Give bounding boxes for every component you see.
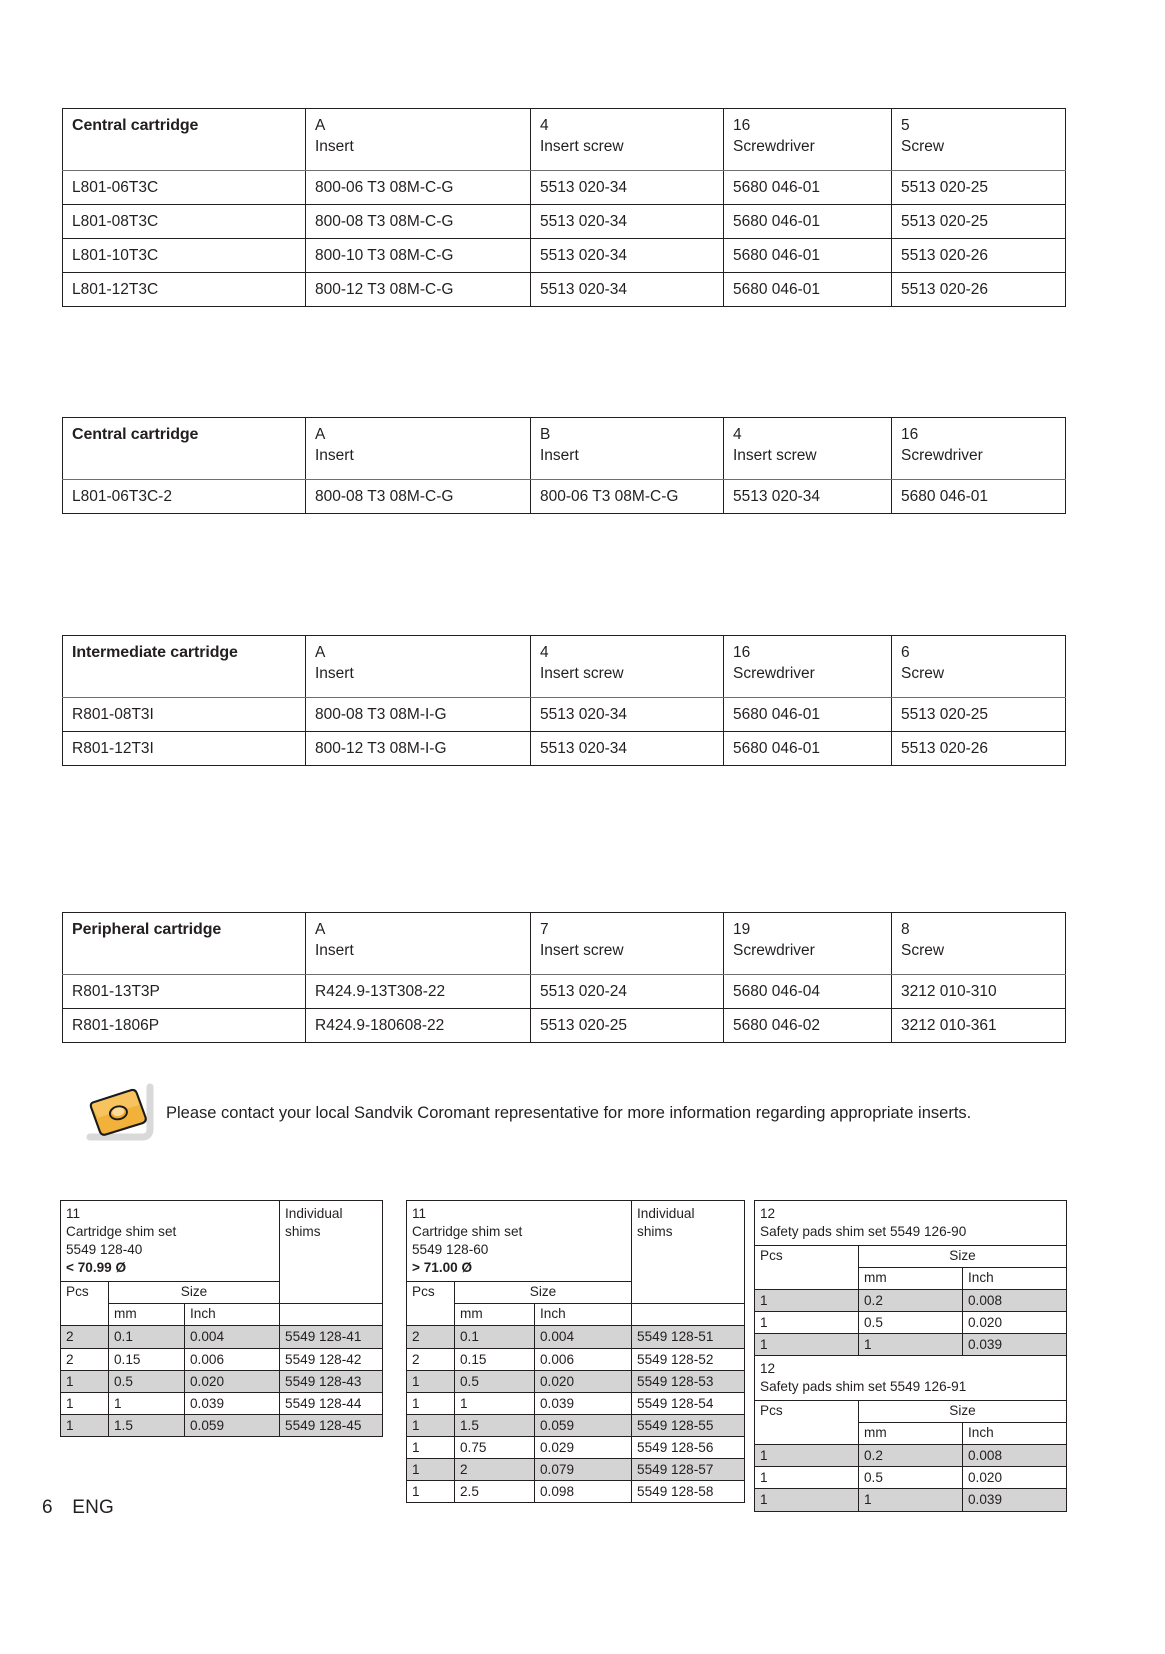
- cell-mm: 0.5: [859, 1467, 963, 1489]
- cell-screwdriver: 5680 046-01: [724, 239, 892, 273]
- header-cell-insert-screw: [531, 913, 724, 975]
- header-subtitle: Screw: [901, 942, 945, 960]
- table-row: [61, 1414, 383, 1436]
- header-number: B: [540, 426, 551, 443]
- cell-inch: 0.039: [963, 1489, 1067, 1511]
- cell-pcs: 1: [755, 1312, 859, 1334]
- col-header-size: Size: [109, 1282, 280, 1304]
- cell-mm: 0.5: [109, 1370, 185, 1392]
- cell-inch: 0.008: [963, 1290, 1067, 1312]
- shim-set-code: 5549 128-60: [412, 1242, 489, 1258]
- cell-mm: 1.5: [109, 1414, 185, 1436]
- cell-inch: 0.039: [963, 1334, 1067, 1356]
- cell-pcs: 2: [407, 1326, 455, 1348]
- cell-screwdriver: 5680 046-01: [724, 273, 892, 307]
- cell-screwdriver: 5680 046-01: [724, 171, 892, 205]
- table-row: [755, 1290, 1067, 1312]
- shim-set-range: < 70.99 Ø: [66, 1260, 127, 1276]
- cell-insert-b: 800-06 T3 08M-C-G: [531, 480, 724, 514]
- cell-insert-a: 800-12 T3 08M-C-G: [306, 273, 531, 307]
- shim-set-title: [407, 1201, 632, 1282]
- cell-pcs: 1: [407, 1392, 455, 1414]
- header-number: 16: [901, 426, 919, 443]
- cell-mm: 0.2: [859, 1290, 963, 1312]
- table-row: [61, 1348, 383, 1370]
- cell-insert-screw: 5513 020-34: [531, 273, 724, 307]
- table-header-row: [63, 636, 1066, 698]
- cell-inch: 0.020: [185, 1370, 280, 1392]
- header-subtitle: Insert: [540, 447, 579, 465]
- item-number: 12: [760, 1206, 776, 1221]
- individual-label-2: shims: [637, 1224, 673, 1240]
- table-row: [407, 1370, 745, 1392]
- shim-set-code: 5549 128-40: [66, 1242, 143, 1258]
- individual-shims-header: [632, 1201, 745, 1304]
- cell-pcs: 1: [61, 1370, 109, 1392]
- safety-set-name: Safety pads shim set 5549 126-91: [760, 1379, 967, 1395]
- table-header-row: [63, 913, 1066, 975]
- cell-inch: 0.020: [535, 1370, 632, 1392]
- col-header-pcs: Pcs: [755, 1401, 859, 1445]
- shim-set-title: [61, 1201, 280, 1282]
- cell-inch: 0.008: [963, 1445, 1067, 1467]
- table-central-cartridge-2: [62, 417, 1066, 514]
- cell-mm: 1: [859, 1489, 963, 1511]
- header-subtitle: Insert screw: [540, 665, 624, 683]
- cell-individual: 5549 128-56: [632, 1436, 745, 1458]
- cell-mm: 0.2: [859, 1445, 963, 1467]
- cell-designation: L801-06T3C-2: [63, 480, 306, 514]
- header-cell-a: [306, 418, 531, 480]
- cell-individual: 5549 128-54: [632, 1392, 745, 1414]
- safety-set-title: [755, 1201, 1067, 1246]
- cell-insert-screw: 5513 020-34: [531, 732, 724, 766]
- cell-insert-screw: 5513 020-34: [724, 480, 892, 514]
- table-header-row: [63, 109, 1066, 171]
- header-cell-a: [306, 636, 531, 698]
- table-row: [755, 1334, 1067, 1356]
- insert-note: [80, 1078, 1080, 1150]
- col-header-size: Size: [859, 1401, 1067, 1423]
- cell-individual: 5549 128-58: [632, 1481, 745, 1503]
- individual-label-1: Individual: [637, 1206, 695, 1221]
- cell-insert-screw: 5513 020-34: [531, 205, 724, 239]
- cell-inch: 0.079: [535, 1458, 632, 1480]
- col-header-pcs: Pcs: [755, 1246, 859, 1290]
- header-subtitle: Insert: [315, 942, 354, 960]
- cell-designation: L801-12T3C: [63, 273, 306, 307]
- page-footer: [42, 1497, 114, 1519]
- item-number: 11: [412, 1206, 427, 1221]
- cell-screw: 5513 020-26: [892, 273, 1066, 307]
- header-subtitle: Insert screw: [540, 138, 624, 156]
- insert-note-text: Please contact your local Sandvik Coromant representative for more information regarding appropriate inserts.: [166, 1104, 972, 1123]
- cell-individual: 5549 128-41: [280, 1326, 383, 1348]
- cell-individual: 5549 128-43: [280, 1370, 383, 1392]
- header-cell-screwdriver: [892, 418, 1066, 480]
- header-cell-a: [306, 913, 531, 975]
- cell-inch: 0.029: [535, 1436, 632, 1458]
- cell-inch: 0.039: [535, 1392, 632, 1414]
- header-number: 7: [540, 921, 549, 938]
- table-row: [61, 1326, 383, 1348]
- header-number: Intermediate cartridge: [72, 644, 238, 661]
- header-subtitle: Screwdriver: [733, 138, 815, 156]
- header-subtitle: Screwdriver: [733, 942, 815, 960]
- safety-title-row: [755, 1356, 1067, 1401]
- header-number: 16: [733, 117, 751, 134]
- page-number: 6: [42, 1497, 53, 1518]
- header-number: A: [315, 426, 326, 443]
- header-cell-screwdriver: [724, 636, 892, 698]
- cell-insert-a: 800-10 T3 08M-C-G: [306, 239, 531, 273]
- cell-individual: 5549 128-53: [632, 1370, 745, 1392]
- cell-pcs: 1: [407, 1370, 455, 1392]
- cell-mm: 1: [859, 1334, 963, 1356]
- header-number: Central cartridge: [72, 117, 199, 134]
- cell-screwdriver: 5680 046-01: [892, 480, 1066, 514]
- table-row: [755, 1467, 1067, 1489]
- table-safety-pads-shim-set-91: [754, 1355, 1067, 1512]
- header-subtitle: Screwdriver: [901, 447, 983, 465]
- cell-inch: 0.006: [185, 1348, 280, 1370]
- cell-screw: 5513 020-25: [892, 171, 1066, 205]
- header-cell-screw: [892, 109, 1066, 171]
- cell-inch: 0.098: [535, 1481, 632, 1503]
- cell-mm: 0.5: [455, 1370, 535, 1392]
- cell-individual: 5549 128-55: [632, 1414, 745, 1436]
- cell-individual: 5549 128-57: [632, 1458, 745, 1480]
- cell-pcs: 2: [61, 1348, 109, 1370]
- cell-inch: 0.006: [535, 1348, 632, 1370]
- table-cartridge-shim-set-40: [60, 1200, 383, 1437]
- table-central-cartridge-1: [62, 108, 1066, 307]
- header-subtitle: Insert: [315, 138, 354, 156]
- cell-insert-a: 800-08 T3 08M-C-G: [306, 480, 531, 514]
- cell-screw: 3212 010-361: [892, 1009, 1066, 1043]
- col-header-inch: Inch: [535, 1304, 632, 1326]
- cell-mm: 0.75: [455, 1436, 535, 1458]
- cell-mm: 0.15: [455, 1348, 535, 1370]
- cell-screwdriver: 5680 046-04: [724, 975, 892, 1009]
- cell-insert-a: R424.9-13T308-22: [306, 975, 531, 1009]
- cell-insert-a: R424.9-180608-22: [306, 1009, 531, 1043]
- col-header-mm: mm: [109, 1304, 185, 1326]
- cell-individual: 5549 128-52: [632, 1348, 745, 1370]
- table-row: [63, 698, 1066, 732]
- col-header-mm: mm: [859, 1268, 963, 1290]
- cell-individual: 5549 128-44: [280, 1392, 383, 1414]
- header-cell-title: [63, 636, 306, 698]
- cell-designation: L801-08T3C: [63, 205, 306, 239]
- table-row: [61, 1370, 383, 1392]
- cell-inch: 0.020: [963, 1467, 1067, 1489]
- header-number: A: [315, 921, 326, 938]
- cell-individual: 5549 128-42: [280, 1348, 383, 1370]
- header-number: 16: [733, 644, 751, 661]
- cell-mm: 0.15: [109, 1348, 185, 1370]
- cell-screwdriver: 5680 046-01: [724, 732, 892, 766]
- cell-inch: 0.039: [185, 1392, 280, 1414]
- shim-set-name: Cartridge shim set: [66, 1224, 177, 1240]
- cell-insert-screw: 5513 020-34: [531, 698, 724, 732]
- header-number: 4: [540, 117, 549, 134]
- col-header-inch: Inch: [963, 1268, 1067, 1290]
- cell-inch: 0.004: [185, 1326, 280, 1348]
- header-number: 6: [901, 644, 910, 661]
- col-header-inch: Inch: [185, 1304, 280, 1326]
- individual-label-2: shims: [285, 1224, 321, 1240]
- safety-column-header-row: [755, 1246, 1067, 1268]
- table-row: [407, 1348, 745, 1370]
- cell-designation: L801-06T3C: [63, 171, 306, 205]
- individual-shims-header: [280, 1201, 383, 1304]
- cell-designation: R801-12T3I: [63, 732, 306, 766]
- cell-screw: 5513 020-25: [892, 205, 1066, 239]
- header-number: 8: [901, 921, 910, 938]
- cell-designation: R801-1806P: [63, 1009, 306, 1043]
- header-cell-insert-screw: [531, 636, 724, 698]
- cell-screw: 5513 020-26: [892, 239, 1066, 273]
- cell-insert-screw: 5513 020-25: [531, 1009, 724, 1043]
- cell-mm: 1: [109, 1392, 185, 1414]
- cell-insert-screw: 5513 020-34: [531, 171, 724, 205]
- header-cell-insert-screw: [531, 109, 724, 171]
- header-subtitle: Screw: [901, 138, 945, 156]
- table-row: [63, 171, 1066, 205]
- insert-icon: [80, 1079, 166, 1149]
- cell-insert-a: 800-08 T3 08M-I-G: [306, 698, 531, 732]
- table-cartridge-shim-set-60: [406, 1200, 745, 1503]
- table-row: [63, 732, 1066, 766]
- shim-set-range: > 71.00 Ø: [412, 1260, 473, 1276]
- table-row: [407, 1326, 745, 1348]
- header-subtitle: Insert screw: [733, 447, 817, 465]
- cell-insert-screw: 5513 020-34: [531, 239, 724, 273]
- safety-title-row: [755, 1201, 1067, 1246]
- header-number: 19: [733, 921, 751, 938]
- table-row: [63, 273, 1066, 307]
- header-number: Peripheral cartridge: [72, 921, 222, 938]
- table-row: [755, 1445, 1067, 1467]
- cell-insert-a: 800-06 T3 08M-C-G: [306, 171, 531, 205]
- cell-pcs: 1: [407, 1414, 455, 1436]
- table-safety-pads-shim-set-90: [754, 1200, 1067, 1357]
- cell-inch: 0.020: [963, 1312, 1067, 1334]
- header-cell-title: [63, 109, 306, 171]
- table-row: [63, 205, 1066, 239]
- table-row: [407, 1458, 745, 1480]
- header-cell-title: [63, 913, 306, 975]
- table-header-row: [63, 418, 1066, 480]
- cell-mm: 1: [455, 1392, 535, 1414]
- cell-pcs: 1: [755, 1290, 859, 1312]
- cell-mm: 0.5: [859, 1312, 963, 1334]
- item-number: 12: [760, 1361, 776, 1376]
- table-row: [755, 1312, 1067, 1334]
- cell-pcs: 1: [407, 1458, 455, 1480]
- item-number: 11: [66, 1206, 81, 1221]
- cell-pcs: 1: [755, 1489, 859, 1511]
- cell-individual: 5549 128-51: [632, 1326, 745, 1348]
- cell-inch: 0.059: [535, 1414, 632, 1436]
- cell-pcs: 1: [61, 1414, 109, 1436]
- table-intermediate-cartridge: [62, 635, 1066, 766]
- cell-pcs: 1: [407, 1481, 455, 1503]
- cell-insert-a: 800-08 T3 08M-C-G: [306, 205, 531, 239]
- col-header-individual-blank: [280, 1304, 383, 1326]
- header-number: Central cartridge: [72, 426, 199, 443]
- cell-designation: L801-10T3C: [63, 239, 306, 273]
- table-row: [63, 1009, 1066, 1043]
- cell-pcs: 1: [407, 1436, 455, 1458]
- cell-designation: R801-13T3P: [63, 975, 306, 1009]
- table-row: [63, 480, 1066, 514]
- col-header-size: Size: [859, 1246, 1067, 1268]
- col-header-pcs: Pcs: [407, 1282, 455, 1326]
- cell-mm: 1.5: [455, 1414, 535, 1436]
- col-header-individual-blank: [632, 1304, 745, 1326]
- cell-pcs: 1: [61, 1392, 109, 1414]
- cell-insert-a: 800-12 T3 08M-I-G: [306, 732, 531, 766]
- header-number: 4: [540, 644, 549, 661]
- header-subtitle: Insert: [315, 447, 354, 465]
- shim-subheader-row: [61, 1304, 383, 1326]
- header-cell-insert-screw: [724, 418, 892, 480]
- cell-mm: 2.5: [455, 1481, 535, 1503]
- page-language: ENG: [72, 1497, 115, 1518]
- cell-inch: 0.059: [185, 1414, 280, 1436]
- table-row: [61, 1392, 383, 1414]
- table-row: [407, 1392, 745, 1414]
- col-header-mm: mm: [859, 1423, 963, 1445]
- header-cell-screwdriver: [724, 913, 892, 975]
- cell-screwdriver: 5680 046-01: [724, 698, 892, 732]
- header-cell-screw: [892, 913, 1066, 975]
- cell-screw: 5513 020-25: [892, 698, 1066, 732]
- cell-designation: R801-08T3I: [63, 698, 306, 732]
- cell-individual: 5549 128-45: [280, 1414, 383, 1436]
- cell-insert-screw: 5513 020-24: [531, 975, 724, 1009]
- header-number: A: [315, 644, 326, 661]
- header-subtitle: Screw: [901, 665, 945, 683]
- safety-set-name: Safety pads shim set 5549 126-90: [760, 1224, 967, 1240]
- table-row: [407, 1436, 745, 1458]
- table-row: [407, 1481, 745, 1503]
- cell-screwdriver: 5680 046-01: [724, 205, 892, 239]
- header-subtitle: Screwdriver: [733, 665, 815, 683]
- cell-pcs: 1: [755, 1334, 859, 1356]
- cell-mm: 0.1: [455, 1326, 535, 1348]
- cell-mm: 2: [455, 1458, 535, 1480]
- table-row: [407, 1414, 745, 1436]
- header-cell-title: [63, 418, 306, 480]
- table-row: [755, 1489, 1067, 1511]
- individual-label-1: Individual: [285, 1206, 343, 1221]
- cell-pcs: 2: [61, 1326, 109, 1348]
- cell-pcs: 2: [407, 1348, 455, 1370]
- shim-subheader-row: [407, 1304, 745, 1326]
- header-number: A: [315, 117, 326, 134]
- cell-screwdriver: 5680 046-02: [724, 1009, 892, 1043]
- header-cell-a: [306, 109, 531, 171]
- cell-inch: 0.004: [535, 1326, 632, 1348]
- header-cell-screw: [892, 636, 1066, 698]
- safety-set-title: [755, 1356, 1067, 1401]
- col-header-pcs: Pcs: [61, 1282, 109, 1326]
- shim-set-name: Cartridge shim set: [412, 1224, 523, 1240]
- safety-column-header-row: [755, 1401, 1067, 1423]
- header-cell-screwdriver: [724, 109, 892, 171]
- cell-pcs: 1: [755, 1467, 859, 1489]
- header-cell-b: [531, 418, 724, 480]
- header-number: 5: [901, 117, 910, 134]
- header-number: 4: [733, 426, 742, 443]
- cell-pcs: 1: [755, 1445, 859, 1467]
- table-row: [63, 975, 1066, 1009]
- header-subtitle: Insert screw: [540, 942, 624, 960]
- col-header-size: Size: [455, 1282, 632, 1304]
- col-header-mm: mm: [455, 1304, 535, 1326]
- table-peripheral-cartridge: [62, 912, 1066, 1043]
- header-subtitle: Insert: [315, 665, 354, 683]
- col-header-inch: Inch: [963, 1423, 1067, 1445]
- table-row: [63, 239, 1066, 273]
- cell-mm: 0.1: [109, 1326, 185, 1348]
- cell-screw: 5513 020-26: [892, 732, 1066, 766]
- cell-screw: 3212 010-310: [892, 975, 1066, 1009]
